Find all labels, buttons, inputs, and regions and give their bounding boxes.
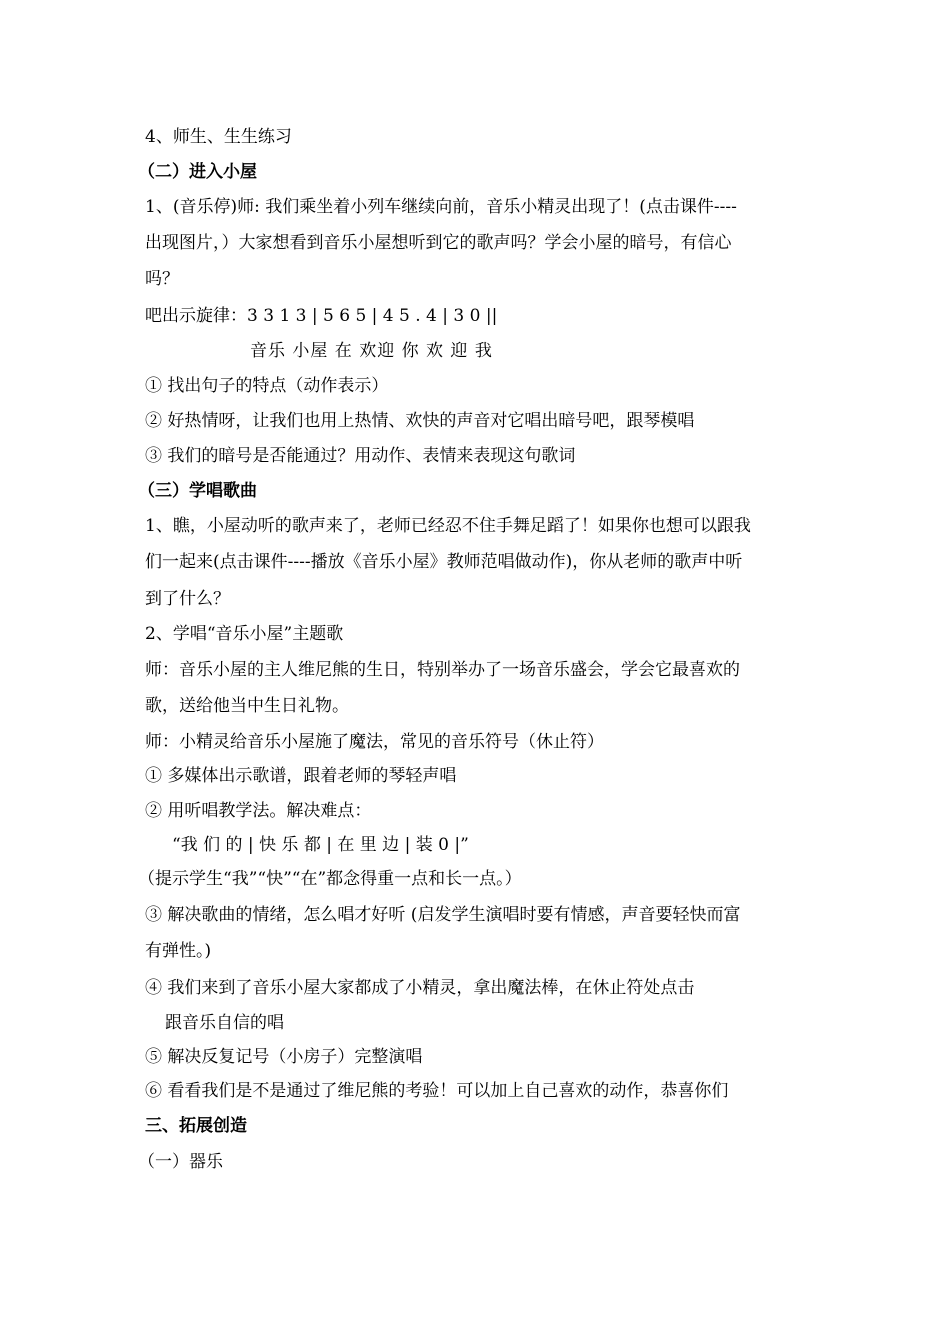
text-line: 师：小精灵给音乐小屋施了魔法，常见的音乐符号（休止符） [145, 732, 604, 752]
text-line: 师：音乐小屋的主人维尼熊的生日，特别举办了一场音乐盛会，学会它最喜欢的 [145, 660, 740, 680]
list-item: ③ 我们的暗号是否能通过？用动作、表情来表现这句歌词 [145, 446, 576, 466]
text-line: 到了什么？ [145, 589, 230, 609]
melody-line: 吧出示旋律：3 3 1 3 | 5 6 5 | 4 5 . 4 | 3 0 || [145, 306, 498, 326]
text-line: 跟音乐自信的唱 [165, 1013, 284, 1033]
lyrics-line: 音乐 小屋 在 欢迎 你 欢 迎 我 [250, 341, 493, 361]
text-line: 4、师生、生生练习 [145, 127, 292, 147]
text-line: 有弹性。) [145, 941, 212, 961]
section-heading: （二）进入小屋 [138, 162, 257, 182]
text-line: 吗？ [145, 269, 179, 289]
text-line: 出现图片，）大家想看到音乐小屋想听到它的歌声吗？学会小屋的暗号，有信心 [145, 233, 732, 253]
text-line: 1、(音乐停)师: 我们乘坐着小列车继续向前，音乐小精灵出现了！(点击课件---- [145, 197, 737, 217]
list-item: ① 找出句子的特点（动作表示） [145, 376, 389, 396]
list-item: ② 好热情呀，让我们也用上热情、欢快的声音对它唱出暗号吧，跟琴模唱 [145, 411, 695, 431]
text-line: 歌，送给他当中生日礼物。 [145, 696, 349, 716]
text-line: （提示学生“我”“快”“在”都念得重一点和长一点。） [138, 869, 522, 889]
list-item: ③ 解决歌曲的情绪，怎么唱才好听 (启发学生演唱时要有情感，声音要轻快而富 [145, 905, 741, 925]
list-item: ⑥ 看看我们是不是通过了维尼熊的考验！可以加上自己喜欢的动作，恭喜你们 [145, 1081, 729, 1101]
section-heading: （三）学唱歌曲 [138, 481, 257, 501]
text-line: 2、学唱“音乐小屋”主题歌 [145, 624, 344, 644]
list-item: ② 用听唱教学法。解决难点： [145, 801, 372, 821]
text-line: 们一起来(点击课件----播放《音乐小屋》教师范唱做动作)，你从老师的歌声中听 [145, 552, 743, 572]
text-line: 1、瞧，小屋动听的歌声来了，老师已经忍不住手舞足蹈了！如果你也想可以跟我 [145, 516, 751, 536]
section-heading: （一）器乐 [138, 1152, 223, 1172]
list-item: ④ 我们来到了音乐小屋大家都成了小精灵，拿出魔法棒，在休止符处点击 [145, 978, 695, 998]
list-item: ⑤ 解决反复记号（小房子）完整演唱 [145, 1047, 423, 1067]
lyrics-line: “我 们 的 | 快 乐 都 | 在 里 边 | 装 0 |” [172, 835, 469, 855]
list-item: ① 多媒体出示歌谱，跟着老师的琴轻声唱 [145, 766, 457, 786]
section-heading: 三、拓展创造 [145, 1116, 247, 1136]
